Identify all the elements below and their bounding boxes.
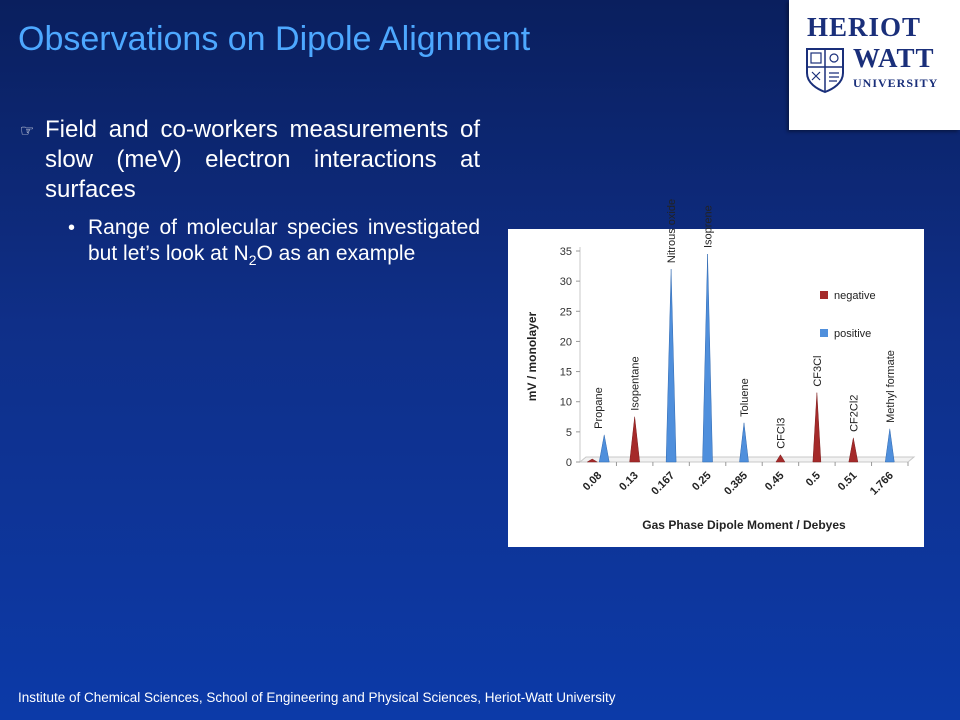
molecule-label: Methyl formate	[884, 350, 897, 423]
bullet-main-text: Field and co-workers measurements of slow (meV) electron interactions at surfaces	[45, 116, 480, 203]
bar-positive	[703, 254, 713, 462]
bullet-dot-icon: •	[68, 217, 76, 239]
molecule-label: Toluene	[739, 378, 751, 417]
x-tick-label: 0.51	[835, 469, 860, 494]
bar-positive	[885, 429, 894, 462]
slide-footer: Institute of Chemical Sciences, School of Engineering and Physical Sciences, Heriot-Watt University	[18, 690, 616, 705]
y-axis-label: mV / monolayer	[525, 311, 539, 402]
molecule-label: Nitrous oxide	[666, 198, 679, 264]
y-tick-label: 35	[559, 246, 572, 258]
x-tick-label: 0.25	[690, 469, 714, 494]
y-tick-label: 25	[559, 306, 572, 319]
bar-positive	[666, 269, 676, 462]
legend-swatch	[820, 329, 828, 337]
x-tick-label: 0.167	[649, 469, 678, 498]
logo-line1: HERIOT	[807, 12, 922, 42]
logo-line2: WATT	[853, 43, 935, 73]
dipole-chart	[508, 198, 924, 547]
y-tick-label: 0	[565, 457, 572, 469]
x-tick-label: 0.13	[617, 469, 641, 494]
molecule-label: CF3Cl	[811, 355, 824, 387]
bar-negative	[813, 393, 821, 462]
pointing-hand-icon: ☞	[20, 123, 35, 140]
bullet-sub-subscript: 2	[248, 252, 257, 269]
y-tick-label: 20	[559, 336, 572, 349]
slide-title: Observations on Dipole Alignment	[18, 20, 531, 58]
legend-swatch	[820, 291, 828, 299]
molecule-label: CFCl3	[775, 417, 788, 449]
legend-label: positive	[834, 328, 872, 340]
crest-icon	[805, 47, 845, 93]
bullet-sub	[20, 215, 480, 273]
bar-positive	[740, 423, 749, 462]
molecule-label: Isopentane	[629, 356, 642, 411]
bar-negative	[849, 438, 858, 462]
bar-positive	[599, 435, 609, 462]
molecule-label: Propane	[593, 387, 606, 429]
y-tick-label: 30	[559, 276, 572, 289]
y-tick-label: 15	[559, 366, 572, 379]
legend-label: negative	[834, 290, 876, 302]
bullet-main	[20, 115, 480, 205]
molecule-label: Isoprene	[702, 205, 715, 249]
x-tick-label: 0.385	[722, 469, 751, 498]
x-tick-label: 0.08	[580, 469, 605, 494]
y-tick-label: 10	[559, 396, 572, 409]
x-tick-label: 1.766	[867, 469, 896, 498]
chart-panel	[508, 198, 924, 547]
x-tick-label: 0.45	[762, 469, 787, 494]
x-axis-label: Gas Phase Dipole Moment / Debyes	[642, 518, 846, 532]
x-tick-label: 0.5	[803, 469, 824, 489]
logo-line3: UNIVERSITY	[853, 76, 939, 90]
bullet-sub-text-end: O as an example	[256, 242, 416, 265]
bar-negative	[630, 417, 640, 462]
y-tick-label: 5	[565, 426, 572, 439]
molecule-label: CF2Cl2	[848, 394, 861, 432]
bullet-sub-text: Range of molecular species investigated but let’s look at N	[88, 216, 480, 265]
university-logo	[789, 0, 960, 130]
bullet-list	[20, 115, 480, 273]
